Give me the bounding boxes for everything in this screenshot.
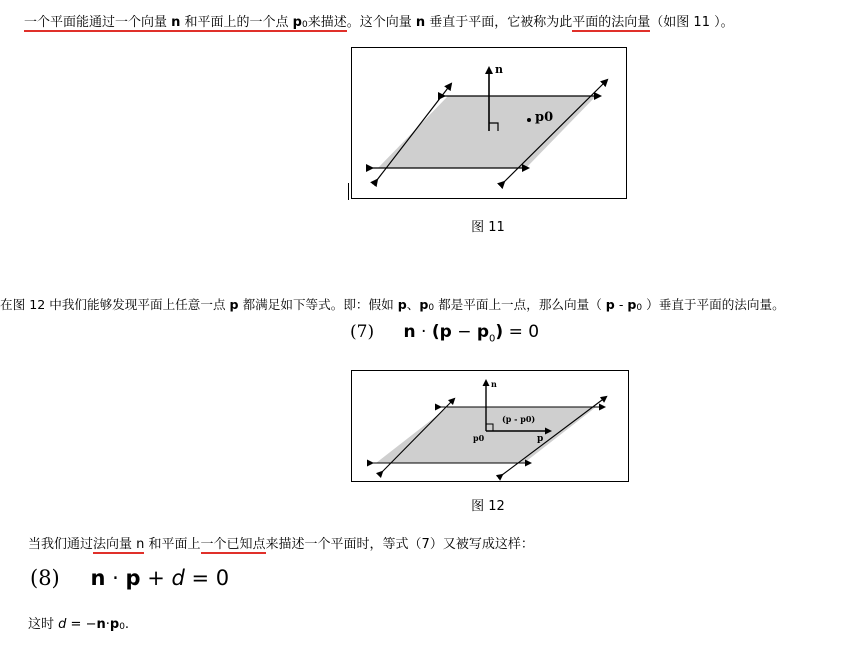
figure-11-label-n: n [495, 63, 503, 76]
figure-12-label-n: n [491, 379, 497, 389]
paragraph-4: 这时 d = −n·p0. [28, 617, 130, 632]
figure-12-label-p: p [537, 434, 544, 444]
underlined-phrase-plane-description: 一个平面能通过一个向量 n 和平面上的一个点 p0来描述 [24, 15, 347, 30]
figure-11 [351, 47, 627, 199]
equation-7: (7) $n \cdot (p - p_0) = 0$ [350, 322, 540, 345]
figure-12-label-vector: (p - p0) [502, 414, 536, 424]
underlined-phrase-normal-vector: 平面的法向量 [572, 15, 651, 30]
plane-shape [378, 96, 596, 168]
equation-8-number: (8) [30, 566, 60, 590]
text-cursor [348, 183, 349, 200]
underlined-phrase-known-point: 一个已知点 [200, 537, 266, 552]
figure-12 [351, 370, 629, 482]
figure-12-diagram [352, 371, 628, 481]
paragraph-1: 一个平面能通过一个向量 n 和平面上的一个点 p0来描述。这个向量 n 垂直于平面，它被称为此平面的法向量（如图 11 ）。 [24, 15, 734, 30]
underlined-phrase-normal-n: 法向量 n [93, 537, 145, 552]
equation-7-number: (7) [350, 322, 375, 342]
paragraph-2: 在图 12 中我们能够发现平面上任意一点 p 都满足如下等式。即：假如 p、p0 都是平面上一点，那么向量（ p - p0 ）垂直于平面的法向量。 [0, 297, 785, 313]
figure-12-label-p0: p0 [473, 433, 485, 443]
figure-11-label-p0: p0 [535, 110, 554, 125]
figure-11-caption: 图 11 [471, 220, 505, 235]
equation-8: (8) n · p + d = 0 [30, 566, 230, 590]
figure-12-caption: 图 12 [471, 499, 505, 514]
paragraph-3: 当我们通过法向量 n 和平面上一个已知点来描述一个平面时，等式（7）又被写成这样： [28, 537, 534, 552]
figure-11-diagram [352, 48, 626, 198]
